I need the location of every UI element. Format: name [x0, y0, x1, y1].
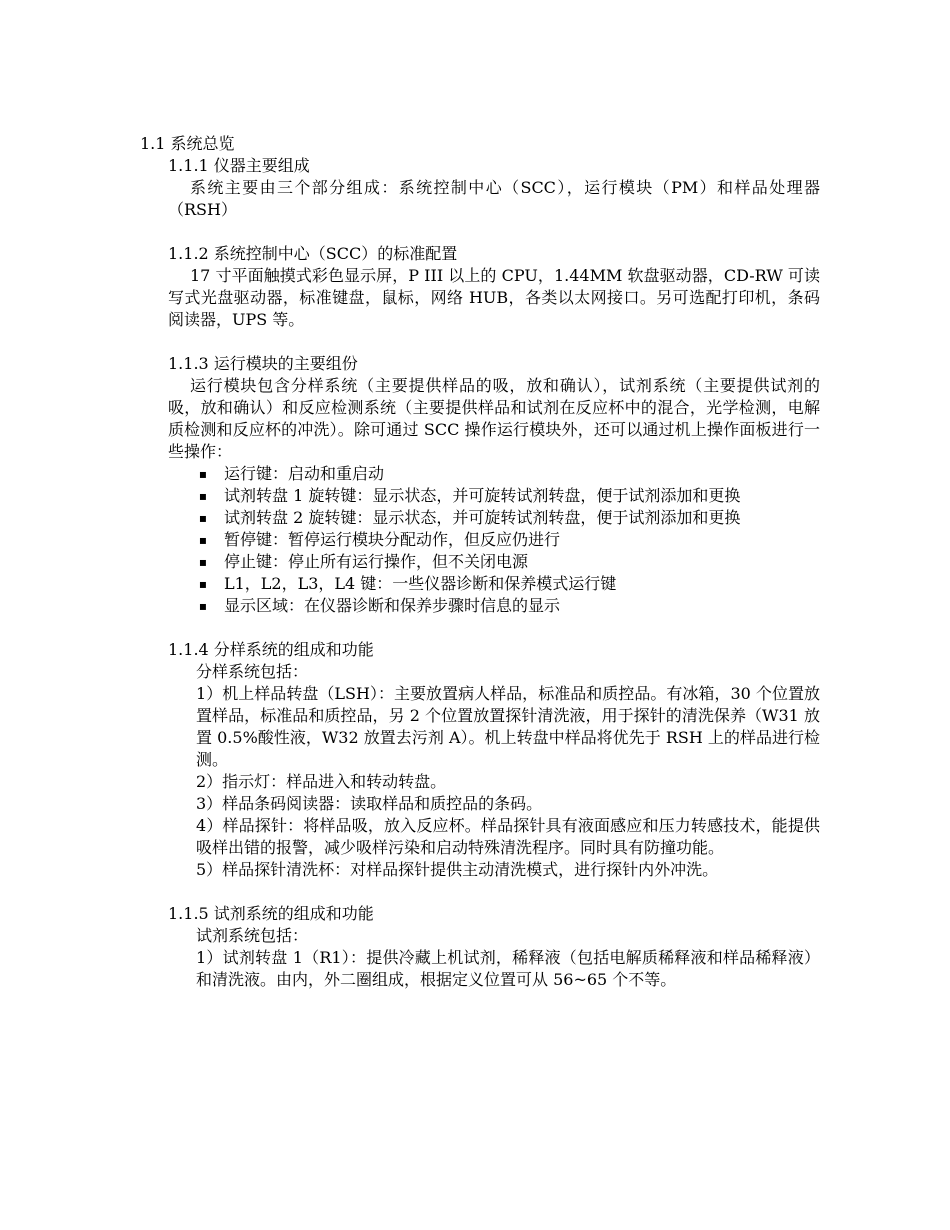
paragraph-module-components: 运行模块包含分样系统（主要提供样品的吸，放和确认），试剂系统（主要提供试剂的吸，放和确认）和反应检测系统（主要提供样品和试剂在反应杯中的混合，光学检测，电解质检测和反应杯的冲洗）。除可通过 SCC 操作运行模块外，还可以通过机上操作面板进行一些操作： [168, 376, 820, 461]
spacer [140, 881, 820, 903]
list-item [198, 507, 820, 529]
list-item-text: 显示区域：在仪器诊断和保养步骤时信息的显示 [224, 596, 561, 615]
bullet-icon: ▪ [198, 489, 208, 503]
reagent-system-intro: 试剂系统包括： [196, 926, 309, 945]
list-item [198, 573, 820, 595]
section-sampling-system [168, 639, 820, 881]
bullet-icon: ▪ [198, 577, 208, 591]
list-item [198, 551, 820, 573]
heading-scc-config: 1.1.2 系统控制中心（SCC）的标准配置 [168, 244, 458, 263]
bullet-icon: ▪ [198, 511, 208, 525]
bullet-icon: ▪ [198, 599, 208, 613]
list-item-text: 试剂转盘 1 旋转键：显示状态，并可旋转试剂转盘，便于试剂添加和更换 [224, 486, 741, 505]
list-item: 5）样品探针清洗杯：对样品探针提供主动清洗模式，进行探针内外冲洗。 [196, 860, 719, 879]
spacer [140, 221, 820, 243]
section-module-components [168, 353, 820, 463]
list-item [198, 529, 820, 551]
list-item-text: 运行键：启动和重启动 [224, 464, 385, 483]
paragraph-scc-config: 17 寸平面触摸式彩色显示屏，P III 以上的 CPU，1.44MM 软盘驱动器，CD-RW 可读写式光盘驱动器，标准键盘，鼠标，网络 HUB，各类以太网接口。另可选配打印机，条码阅读器，UPS 等。 [168, 266, 820, 329]
heading-system-overview: 1.1 系统总览 [140, 134, 235, 153]
list-item [198, 595, 820, 617]
list-item: 3）样品条码阅读器：读取样品和质控品的条码。 [196, 794, 543, 813]
bullet-icon: ▪ [198, 533, 208, 547]
bullet-icon: ▪ [198, 555, 208, 569]
list-item-text: L1，L2，L3，L4 键：一些仪器诊断和保养模式运行键 [224, 574, 617, 593]
list-item [198, 463, 820, 485]
document-body [140, 133, 820, 991]
heading-module-components: 1.1.3 运行模块的主要组份 [168, 354, 358, 373]
list-item: 1）机上样品转盘（LSH）：主要放置病人样品，标准品和质控品。有冰箱，30 个位置放置样品，标准品和质控品，另 2 个位置放置探针清洗液，用于探针的清洗保养（W31 放置 0.5%酸性液，W32 放置去污剂 A）。机上转盘中样品将优先于 RSH 上的样品进行检测。 [196, 684, 820, 769]
section-instrument-composition [168, 155, 820, 221]
heading-reagent-system: 1.1.5 试剂系统的组成和功能 [168, 904, 374, 923]
list-item [198, 485, 820, 507]
section-scc-config [168, 243, 820, 331]
list-item-text: 暂停键：暂停运行模块分配动作，但反应仍进行 [224, 530, 561, 549]
list-item: 1）试剂转盘 1（R1）：提供冷藏上机试剂，稀释液（包括电解质稀释液和样品稀释液）和清洗液。由内，外二圈组成，根据定义位置可从 56~65 个不等。 [196, 948, 820, 989]
list-item: 2）指示灯：样品进入和转动转盘。 [196, 772, 447, 791]
list-item: 4）样品探针：将样品吸，放入反应杯。样品探针具有液面感应和压力转感技术，能提供吸样出错的报警，减少吸样污染和启动特殊清洗程序。同时具有防撞功能。 [196, 816, 820, 857]
sampling-system-items [196, 661, 820, 881]
list-item-text: 停止键：停止所有运行操作，但不关闭电源 [224, 552, 529, 571]
sampling-system-intro: 分样系统包括： [196, 662, 309, 681]
bullet-icon: ▪ [198, 467, 208, 481]
spacer [140, 331, 820, 353]
panel-keys-list [198, 463, 820, 617]
paragraph-instrument-composition: 系统主要由三个部分组成：系统控制中心（SCC），运行模块（PM）和样品处理器（RSH） [168, 178, 820, 219]
reagent-system-items [196, 925, 820, 991]
list-item-text: 试剂转盘 2 旋转键：显示状态，并可旋转试剂转盘，便于试剂添加和更换 [224, 508, 741, 527]
spacer [140, 617, 820, 639]
heading-instrument-composition: 1.1.1 仪器主要组成 [168, 156, 310, 175]
section-reagent-system [168, 903, 820, 991]
heading-sampling-system: 1.1.4 分样系统的组成和功能 [168, 640, 374, 659]
